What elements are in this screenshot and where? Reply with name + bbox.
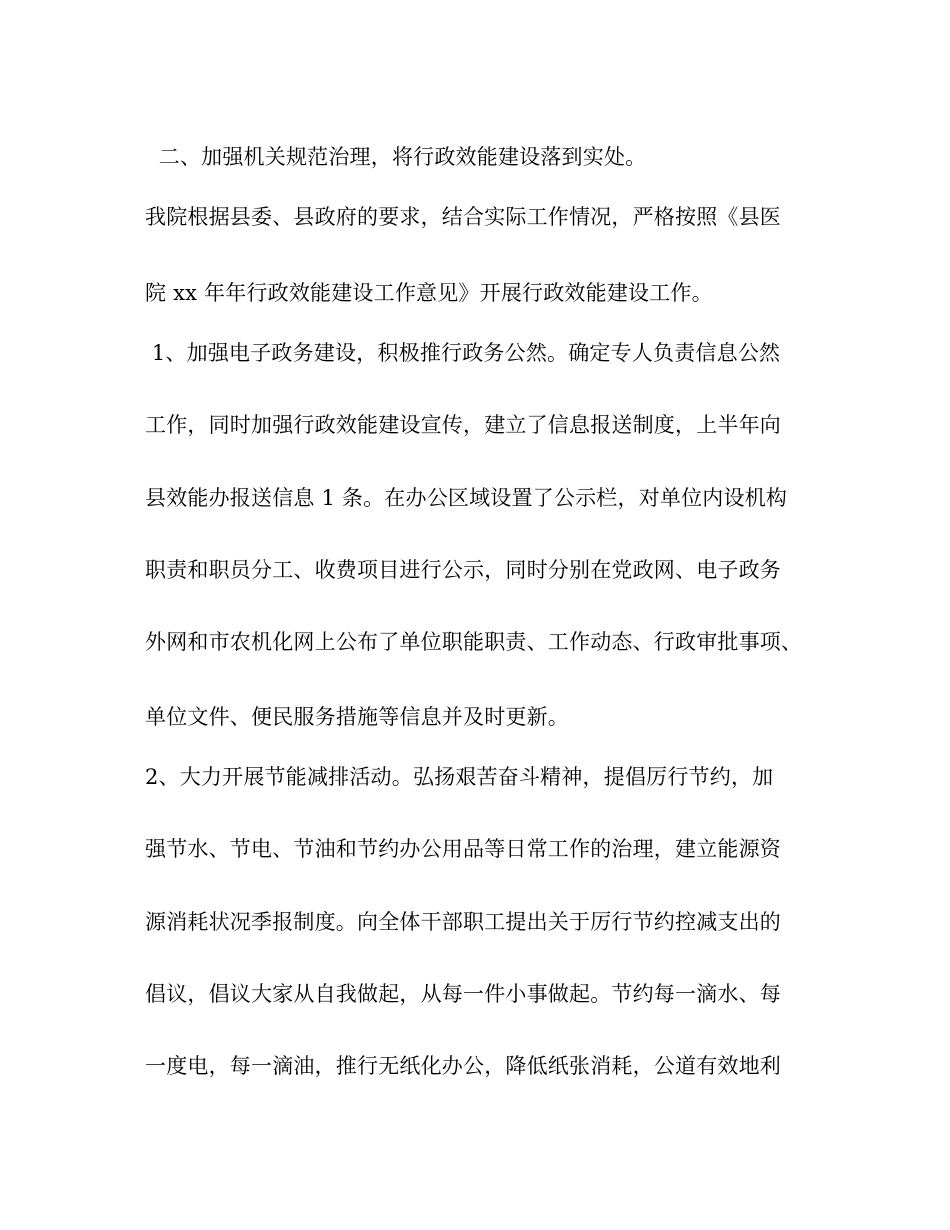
section-heading: 二、加强机关规范治理，将行政效能建设落到实处。: [145, 145, 647, 169]
paragraph-line: 源消耗状况季报制度。向全体干部职工提出关于厉行节约控减支出的: [145, 910, 781, 934]
paragraph-line: 我院根据县委、县政府的要求，结合实际工作情况，严格按照《县医: [145, 205, 781, 229]
paragraph-line: 单位文件、便民服务措施等信息并及时更新。: [145, 705, 569, 729]
paragraph-line: 院 xx 年年行政效能建设工作意见》开展行政效能建设工作。: [145, 281, 713, 305]
paragraph-line: 倡议，倡议大家从自我做起，从每一件小事做起。节约每一滴水、每: [145, 982, 781, 1006]
paragraph-line: 县效能办报送信息 1 条。在办公区域设置了公示栏，对单位内设机构: [145, 486, 788, 510]
paragraph-line: 职责和职员分工、收费项目进行公示，同时分别在党政网、电子政务: [145, 558, 781, 582]
paragraph-line: 工作，同时加强行政效能建设宣传，建立了信息报送制度，上半年向: [145, 413, 781, 437]
paragraph-line: 1、加强电子政务建设，积极推行政务公然。确定专人负责信息公然: [145, 341, 781, 365]
paragraph-line: 外网和市农机化网上公布了单位职能职责、工作动态、行政审批事项、: [145, 630, 803, 654]
paragraph-line: 2、大力开展节能减排活动。弘扬艰苦奋斗精神，提倡厉行节约，加: [145, 765, 774, 789]
paragraph-line: 强节水、节电、节油和节约办公用品等日常工作的治理，建立能源资: [145, 837, 781, 861]
paragraph-line: 一度电，每一滴油，推行无纸化办公，降低纸张消耗，公道有效地利: [145, 1054, 781, 1078]
